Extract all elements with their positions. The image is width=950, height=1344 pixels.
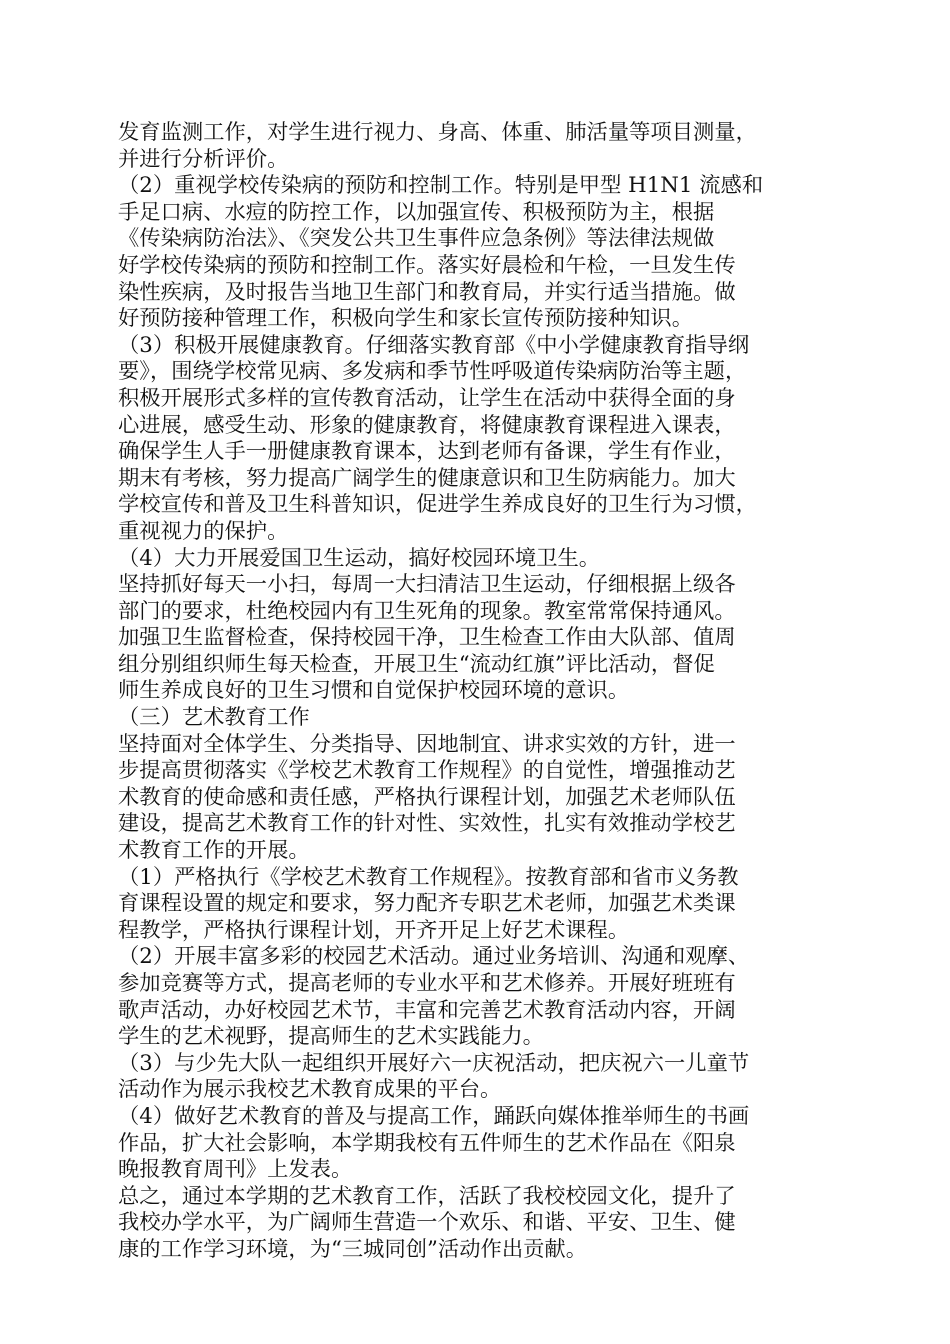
text-line: 坚持抓好每天一小扫，每周一大扫清洁卫生运动，仔细根据上级各 <box>118 572 736 598</box>
text-line: 术教育工作的开展。 <box>118 838 310 864</box>
text-line: 步提高贯彻落实《学校艺术教育工作规程》的自觉性，增强推动艺 <box>118 758 736 784</box>
text-line: 发育监测工作，对学生进行视力、身高、体重、肺活量等项目测量， <box>118 120 757 145</box>
text-line: 师生养成良好的卫生习惯和自觉保护校园环境的意识。 <box>118 678 630 704</box>
text-line: 晚报教育周刊》上发表。 <box>118 1157 353 1183</box>
text-line: （3）与少先大队一起组织开展好六一庆祝活动，把庆祝六一儿童节 <box>118 1050 750 1076</box>
text-line: 学校宣传和普及卫生科普知识，促进学生养成良好的卫生行为习惯， <box>118 492 757 518</box>
text-line: （2）开展丰富多彩的校园艺术活动。通过业务培训、沟通和观摩、 <box>118 944 750 970</box>
document-body <box>118 120 834 1264</box>
text-line: 好学校传染病的预防和控制工作。落实好晨检和午检，一旦发生传 <box>118 252 736 278</box>
text-line: 期末有考核，努力提高广阔学生的健康意识和卫生防病能力。加大 <box>118 465 736 491</box>
text-line: 坚持面对全体学生、分类指导、因地制宜、讲求实效的方针，进一 <box>118 731 736 757</box>
text-line: （4）做好艺术教育的普及与提高工作，踊跃向媒体推举师生的书画 <box>118 1103 750 1129</box>
text-line: 好预防接种管理工作，积极向学生和家长宣传预防接种知识。 <box>118 306 694 332</box>
text-line: 学生的艺术视野，提高师生的艺术实践能力。 <box>118 1024 544 1050</box>
text-line: （3）积极开展健康教育。仔细落实教育部《中小学健康教育指导纲 <box>118 332 750 358</box>
text-line: 育课程设置的规定和要求，努力配齐专职艺术老师，加强艺术类课 <box>118 891 736 917</box>
text-line: 我校办学水平，为广阔师生营造一个欢乐、和谐、平安、卫生、健 <box>118 1210 736 1236</box>
text-line: 活动作为展示我校艺术教育成果的平台。 <box>118 1077 502 1103</box>
text-line: 总之，通过本学期的艺术教育工作，活跃了我校校园文化，提升了 <box>118 1183 736 1209</box>
text-line: 作品，扩大社会影响，本学期我校有五件师生的艺术作品在《阳泉 <box>118 1130 736 1156</box>
text-line: 加强卫生监督检查，保持校园干净，卫生检查工作由大队部、值周 <box>118 625 736 651</box>
text-line: （三）艺术教育工作 <box>118 705 310 731</box>
text-line: 确保学生人手一册健康教育课本，达到老师有备课，学生有作业， <box>118 439 736 465</box>
text-line: （4）大力开展爱国卫生运动，搞好校园环境卫生。 <box>118 545 601 571</box>
text-line: 参加竞赛等方式，提高老师的专业水平和艺术修养。开展好班班有 <box>118 971 736 996</box>
text-line: 手足口病、水痘的防控工作，以加强宣传、积极预防为主，根据 <box>118 199 715 225</box>
text-line: 歌声活动，办好校园艺术节，丰富和完善艺术教育活动内容，开阔 <box>118 997 736 1023</box>
text-line: （2）重视学校传染病的预防和控制工作。特别是甲型 H1N1 流感和 <box>118 173 764 199</box>
text-line: 程教学，严格执行课程计划，开齐开足上好艺术课程。 <box>118 917 630 943</box>
text-line: 《传染病防治法》、《突发公共卫生事件应急条例》等法律法规做 <box>118 226 715 252</box>
text-line: 要》，围绕学校常见病、多发病和季节性呼吸道传染病防治等主题， <box>118 359 747 385</box>
text-line: 康的工作学习环境，为“三城同创”活动作出贡献。 <box>118 1236 588 1262</box>
text-line: 并进行分析评价。 <box>118 146 289 172</box>
text-line: 部门的要求，杜绝校园内有卫生死角的现象。教室常常保持通风。 <box>118 598 736 624</box>
text-line: 术教育的使命感和责任感，严格执行课程计划，加强艺术老师队伍 <box>118 784 736 810</box>
text-line: 积极开展形式多样的宣传教育活动，让学生在活动中获得全面的身 <box>118 385 736 411</box>
text-line: 重视视力的保护。 <box>118 518 289 544</box>
text-line: 染性疾病，及时报告当地卫生部门和教育局，并实行适当措施。做 <box>118 279 736 305</box>
text-line: 组分别组织师生每天检查，开展卫生“流动红旗”评比活动，督促 <box>118 651 715 677</box>
text-line: 心进展，感受生动、形象的健康教育，将健康教育课程进入课表， <box>118 412 736 438</box>
text-line: （1）严格执行《学校艺术教育工作规程》。按教育部和省市义务教 <box>118 864 739 890</box>
text-line: 建设，提高艺术教育工作的针对性、实效性，扎实有效推动学校艺 <box>118 811 736 837</box>
